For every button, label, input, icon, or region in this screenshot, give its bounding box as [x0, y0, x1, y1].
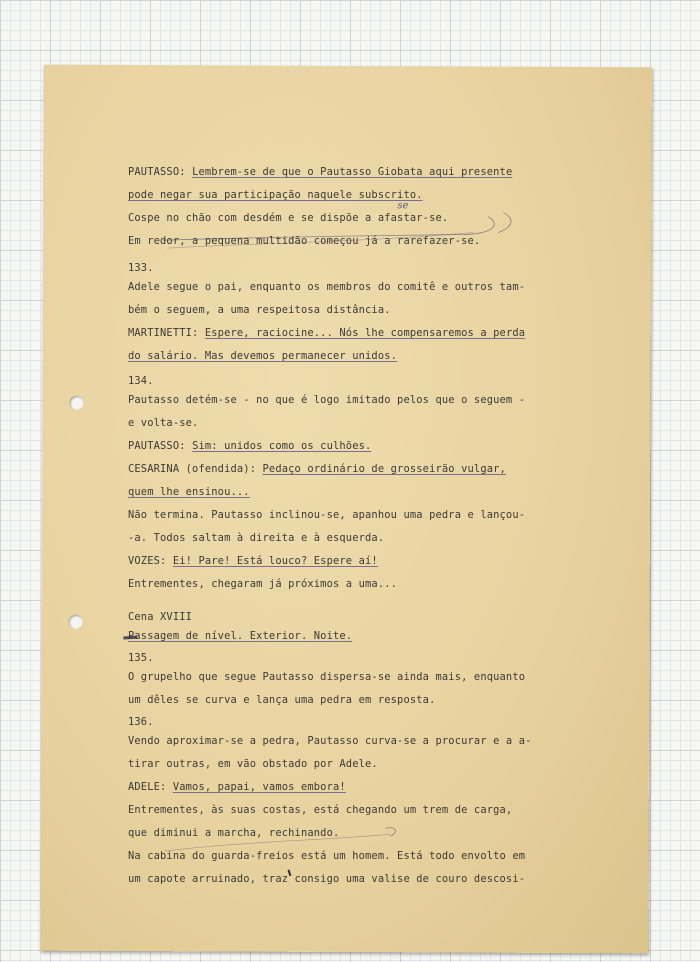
script-line: MARTINETTI: Espere, raciocine... Nós lhe compensaremos a perda	[128, 327, 526, 339]
script-line: um dêles se curva e lança uma pedra em resposta.	[128, 694, 436, 706]
script-line: PAUTASSO: Sim: unidos como os culhões.	[128, 440, 372, 452]
scene-setting: Passagem de nível. Exterior. Noite.	[128, 630, 353, 642]
handwritten-note: se	[397, 200, 409, 212]
script-line: Não termina. Pautasso inclinou-se, apanhou uma pedra e lançou-	[128, 509, 526, 521]
scene-number: 136.	[128, 716, 154, 728]
script-line: Vendo aproximar-se a pedra, Pautasso curva-se a procurar e a a-	[128, 735, 532, 747]
script-line: e volta-se.	[128, 417, 199, 429]
script-line: um capote arruinado, traz consigo uma valise de couro descosi-	[128, 873, 526, 885]
script-line: O grupelho que segue Pautasso dispersa-se ainda mais, enquanto	[128, 671, 526, 683]
punch-hole	[69, 396, 83, 410]
script-line: Adele segue o pai, enquanto os membros do comitê e outros tam-	[128, 281, 526, 293]
script-line: que diminui a marcha, rechinando.	[128, 827, 340, 839]
punch-hole	[68, 615, 82, 629]
script-line: do salário. Mas devemos permanecer unidos.	[128, 350, 398, 362]
script-line: tirar outras, em vão obstado por Adele.	[128, 758, 378, 770]
script-line: Na cabina do guarda-freios está um homem. Está todo envolto em	[128, 850, 526, 862]
script-line: quem lhe ensinou...	[128, 486, 250, 498]
script-line: bém o seguem, a uma respeitosa distância.	[128, 304, 391, 316]
script-line: CESARINA (ofendida): Pedaço ordinário de grosseirão vulgar,	[128, 463, 506, 475]
script-line: Pautasso detém-se - no que é logo imitado pelos que o seguem -	[128, 394, 526, 406]
scene-number: 133.	[128, 262, 154, 274]
script-line: Em redor, a pequena multidão começou já a rarefazer-se.	[128, 235, 481, 247]
script-line: -a. Todos saltam à direita e à esquerda.	[128, 532, 385, 544]
script-line: Cospe no chão com desdém e se dispõe a afastar-se.	[128, 212, 449, 224]
script-line: VOZES: Ei! Pare! Está louco? Espere aí!	[128, 555, 378, 567]
scene-number: 134.	[128, 375, 154, 387]
script-line: Entrementes, chegaram já próximos a uma...	[128, 578, 398, 590]
script-line: ADELE: Vamos, papai, vamos embora!	[128, 781, 346, 793]
script-line: Entrementes, às suas costas, está chegando um trem de carga,	[128, 804, 513, 816]
scene-heading: Cena XVIII	[128, 611, 193, 623]
script-line: PAUTASSO: Lembrem-se de que o Pautasso Giobata aqui presente	[128, 166, 513, 178]
script-line: pode negar sua participação naquele subscrito.	[128, 189, 423, 201]
scene-number: 135.	[128, 652, 154, 664]
